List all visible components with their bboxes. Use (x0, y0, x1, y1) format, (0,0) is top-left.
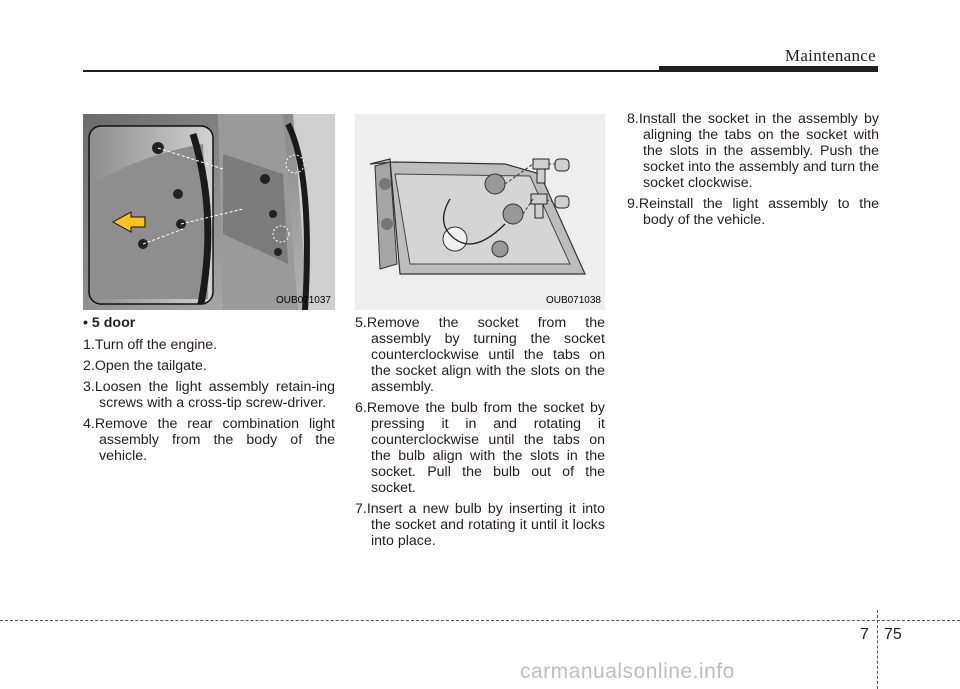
step-1: 1.Turn off the engine. (83, 337, 218, 353)
tailgate-illustration (83, 114, 335, 310)
section-title: Maintenance (784, 46, 876, 65)
page-number: 75 (884, 626, 902, 643)
instructions-column-3 (627, 111, 879, 233)
watermark: carmanualsonline.info (520, 660, 735, 683)
figure-caption: OUB071038 (545, 295, 601, 306)
page-divider (877, 610, 878, 689)
step-2: 2.Open the tailgate. (83, 358, 207, 374)
step-9: 9.Reinstall the light assembly to the body of the vehicle. (627, 196, 879, 228)
figure-light-assembly (355, 114, 605, 310)
header-rule-accent (659, 66, 878, 72)
step-6: 6.Remove the bulb from the socket by pressing it in and rotating it counterclockwise until the tabs on the bulb align with the slots in the socket. Pull the bulb out of the socket. (355, 400, 605, 496)
instructions-column-2 (355, 315, 605, 554)
footer-rule (0, 620, 960, 621)
section-heading-5-door: • 5 door (83, 315, 136, 331)
step-7: 7.Insert a new bulb by inserting it into the socket and rotating it until it locks into place. (355, 501, 605, 549)
step-3: 3.Loosen the light assembly retain-ing screws with a cross-tip screw-driver. (83, 379, 335, 411)
step-4: 4.Remove the rear combination light assembly from the body of the vehicle. (83, 416, 335, 464)
instructions-column-1 (83, 315, 335, 469)
step-5: 5.Remove the socket from the assembly by turning the socket counterclockwise until the tabs on the socket align with the slots on the assembly. (355, 315, 605, 395)
figure-tailgate-screws (83, 114, 335, 310)
chapter-number: 7 (860, 626, 869, 643)
step-8: 8.Install the socket in the assembly by aligning the tabs on the socket with the slots in the assembly. Push the socket into the assembly and turn the socket clockwise. (627, 111, 879, 191)
header-rule (83, 70, 659, 72)
figure-caption: OUB071037 (275, 295, 331, 306)
light-assembly-illustration (355, 114, 605, 310)
